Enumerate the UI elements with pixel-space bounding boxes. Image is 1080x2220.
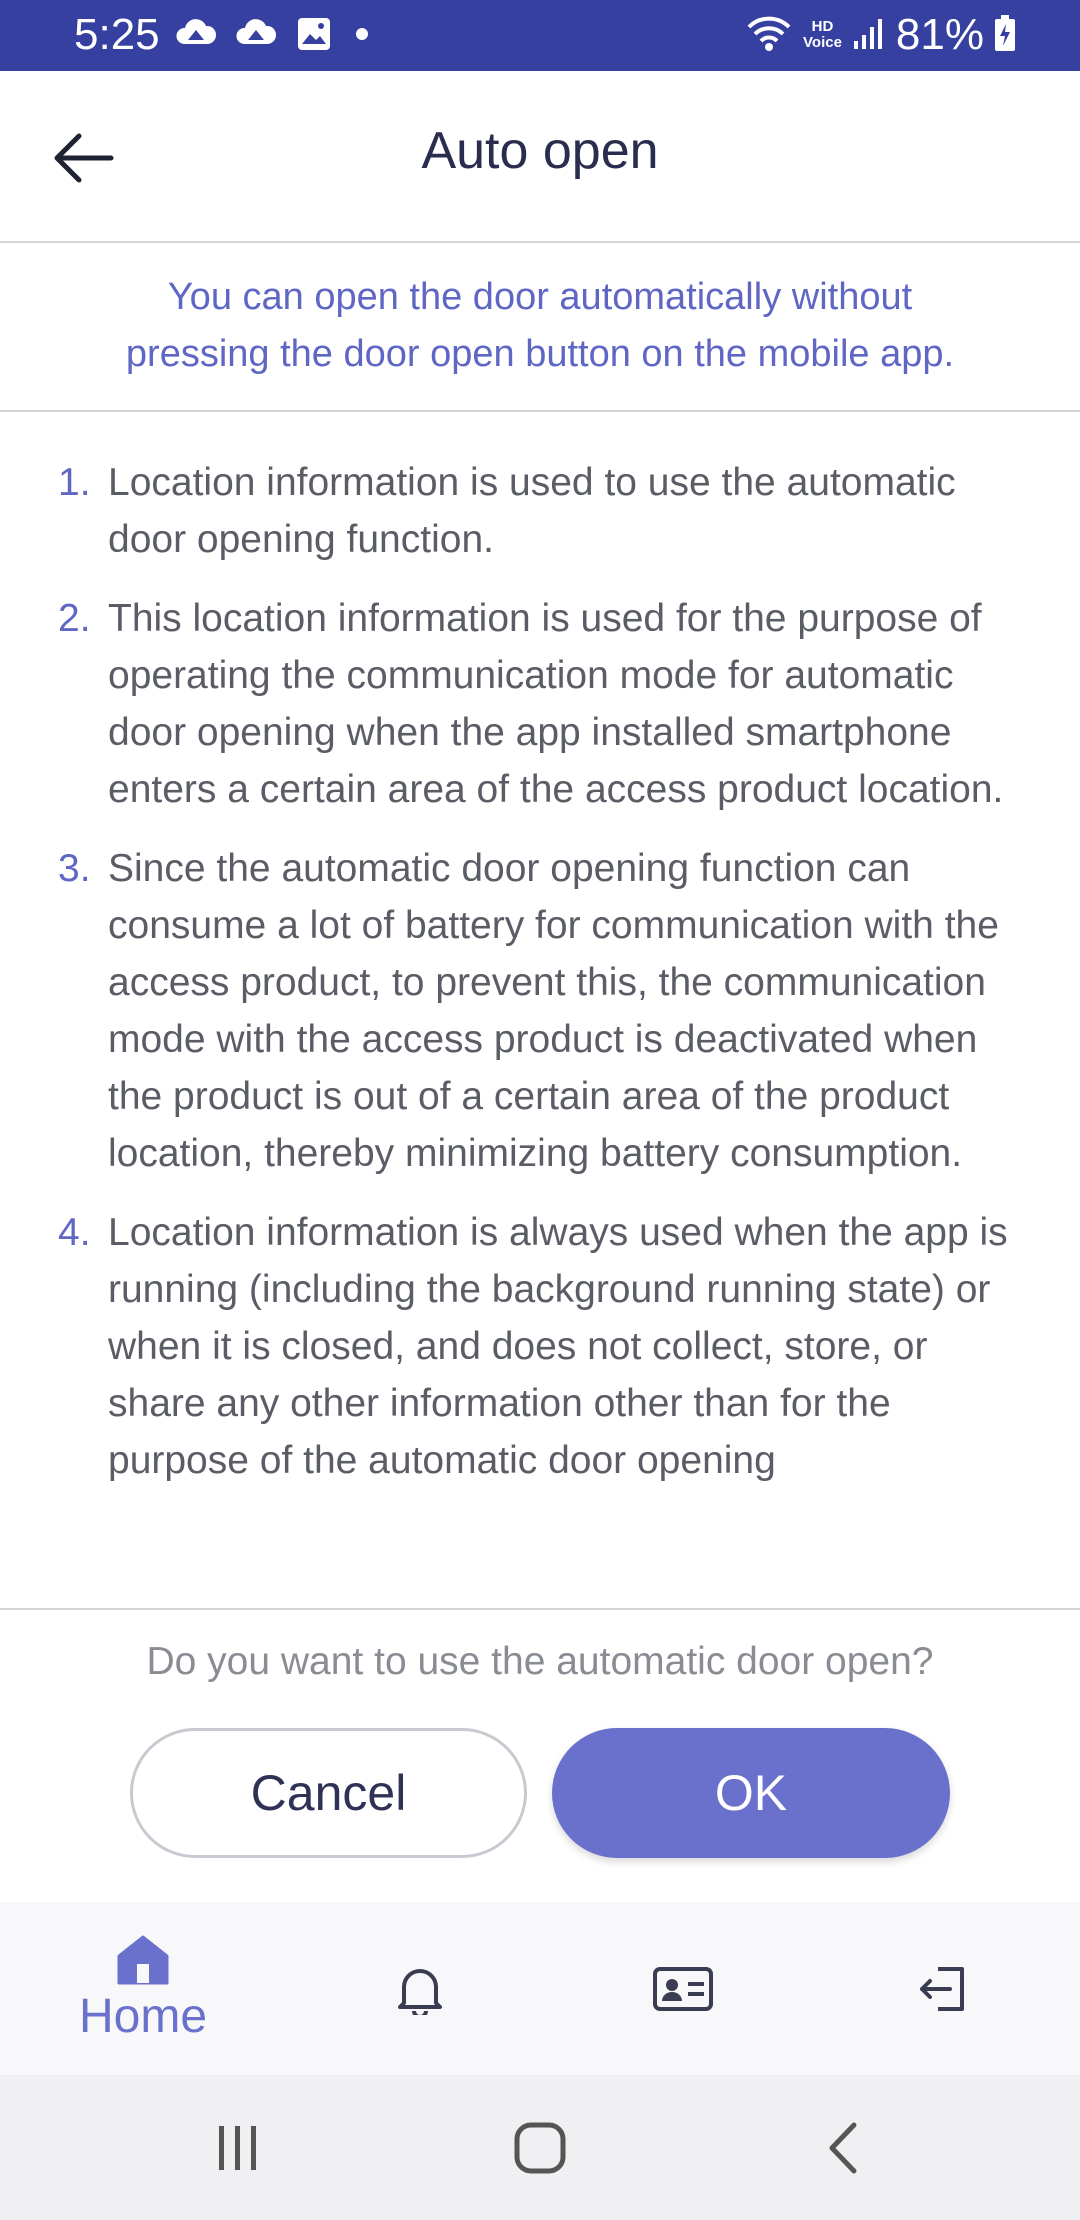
wifi-icon <box>745 13 793 58</box>
list-item <box>0 590 1080 818</box>
home-circle-icon <box>513 2121 567 2175</box>
divider <box>0 1608 1080 1610</box>
list-item-text: Since the automatic door opening function can consume a lot of battery for communication with the access product, to prevent this, the communication mode with the access product is deactivated when the product is out of a certain area of the product location, thereby minimizing battery consumption. <box>108 847 999 1175</box>
home-system-button[interactable] <box>460 2075 620 2220</box>
list-item-text: This location information is used for the purpose of operating the communication mode for automatic door opening when the app installed smartphone enters a certain area of the access product location. <box>108 597 1004 811</box>
image-icon <box>296 16 332 57</box>
list-item-number: 2. <box>58 597 91 640</box>
nav-logout[interactable] <box>808 1902 1078 2075</box>
nav-notifications[interactable] <box>285 1902 555 2075</box>
notification-icons <box>176 16 372 57</box>
home-icon <box>116 1934 170 1986</box>
back-system-button[interactable] <box>762 2075 922 2220</box>
page-title: Auto open <box>421 122 659 180</box>
cancel-button[interactable]: Cancel <box>130 1728 527 1858</box>
recents-button[interactable] <box>158 2075 318 2220</box>
nav-home-label: Home <box>78 1989 208 2043</box>
chevron-left-icon <box>824 2121 860 2175</box>
list-item-number: 3. <box>58 847 91 890</box>
bell-icon <box>396 1963 444 2015</box>
list-item <box>0 1204 1080 1489</box>
battery-charging-icon <box>994 14 1016 57</box>
cloud-icon <box>176 16 216 57</box>
info-list <box>0 412 1080 1489</box>
status-time: 5:25 <box>74 10 160 59</box>
list-item-number: 4. <box>58 1211 91 1254</box>
battery-percentage: 81% <box>895 10 984 59</box>
status-bar <box>0 0 1080 71</box>
nav-home[interactable] <box>8 1902 278 2075</box>
list-item-number: 1. <box>58 461 91 504</box>
hd-voice-icon: HD Voice <box>803 18 842 51</box>
intro-text: You can open the door automatically without pressing the door open button on the mobile app. <box>125 276 955 375</box>
system-nav-bar <box>0 2075 1080 2220</box>
list-item <box>0 840 1080 1182</box>
signal-icon <box>852 15 886 56</box>
info-scroll-area[interactable] <box>0 412 1080 1608</box>
id-card-icon <box>652 1966 714 2012</box>
bottom-nav <box>0 1902 1080 2075</box>
logout-icon <box>916 1963 970 2015</box>
dot-icon <box>352 16 372 57</box>
recents-icon <box>213 2124 263 2172</box>
confirm-question: Do you want to use the automatic door open? <box>146 1640 934 1683</box>
app-header <box>0 71 1080 243</box>
cloud-icon <box>236 16 276 57</box>
nav-card[interactable] <box>548 1902 818 2075</box>
system-status-icons <box>745 10 1016 60</box>
list-item <box>0 454 1080 568</box>
list-item-text: Location information is always used when the app is running (including the background running state) or when it is closed, and does not collect, store, or share any other information other than for the purpose of the automatic door opening <box>108 1211 1008 1482</box>
list-item-text: Location information is used to use the automatic door opening function. <box>108 461 956 561</box>
ok-button[interactable]: OK <box>552 1728 950 1858</box>
